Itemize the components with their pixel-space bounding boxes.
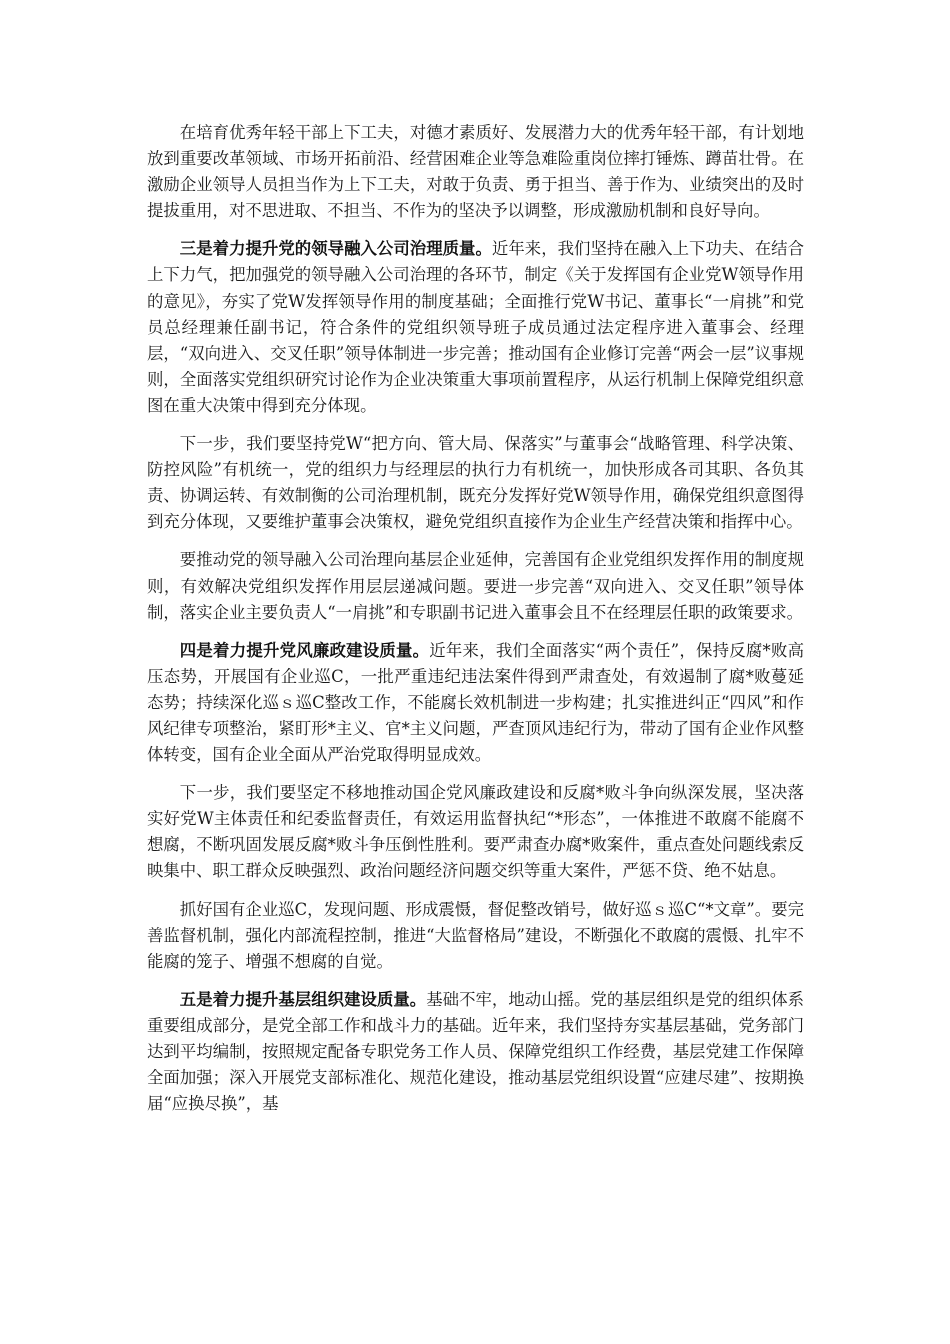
paragraph-5-heading: 四是着力提升党风廉政建设质量。 xyxy=(179,640,430,660)
paragraph-8-heading: 五是着力提升基层组织建设质量。 xyxy=(179,989,427,1009)
paragraph-3 xyxy=(147,431,804,535)
paragraph-2-text: 近年来，我们坚持在融入上下功夫、在结合上下力气，把加强党的领导融入公司治理的各环节，制定《关于发挥国有企业党W领导作用的意见》，夯实了党W发挥领导作用的制度基础；全面推行党W书记、董事长“一肩挑”和党员总经理兼任副书记，符合条件的党组织领导班子成员通过法定程序进入董事会、经理层，“双向进入、交叉任职”领导体制进一步完善；推动国有企业修订完善“两会一层”议事规则，全面落实党组织研究讨论作为企业决策重大事项前置程序，从运行机制上保障党组织意图在重大决策中得到充分体现。 xyxy=(147,239,805,415)
paragraph-2-heading: 三是着力提升党的领导融入公司治理质量。 xyxy=(179,239,492,259)
paragraph-1 xyxy=(147,120,804,224)
paragraph-8-text: 基础不牢，地动山摇。党的基层组织是党的组织体系重要组成部分，是党全部工作和战斗力的基础。近年来，我们坚持夯实基层基础，党务部门达到平均编制，按照规定配备专职党务工作人员、保障党组织工作经费，基层党建工作保障全面加强；深入开展党支部标准化、规范化建设，推动基层党组织设置“应建尽建”、按期换届“应换尽换”，基 xyxy=(147,989,805,1114)
paragraph-7-text: 抓好国有企业巡C，发现问题、形成震慑，督促整改销号，做好巡ｓ巡C“*文章”。要完善监督机制，强化内部流程控制，推进“大监督格局”建设，不断强化不敢腐的震慑、扎牢不能腐的笼子、增强不想腐的自觉。 xyxy=(147,899,804,971)
paragraph-6 xyxy=(147,780,804,884)
paragraph-5 xyxy=(147,638,804,768)
paragraph-6-text: 下一步，我们要坚定不移地推动国企党风廉政建设和反腐*败斗争向纵深发展，坚决落实好党W主体责任和纪委监督责任，有效运用监督执纪“*形态”，一体推进不敢腐不能腐不想腐，不断巩固发展反腐*败斗争压倒性胜利。要严肃查办腐*败案件，重点查处问题线索反映集中、职工群众反映强烈、政治问题经济问题交织等重大案件，严惩不贷、绝不姑息。 xyxy=(147,783,804,881)
paragraph-5-text: 近年来，我们全面落实“两个责任”，保持反腐*败高压态势，开展国有企业巡C，一批严重违纪违法案件得到严肃查处，有效遏制了腐*败蔓延态势；持续深化巡ｓ巡C整改工作，不能腐长效机制进一步构建；扎实推进纠正“四风”和作风纪律专项整治，紧盯形*主义、官*主义问题，严查顶风违纪行为，带动了国有企业作风整体转变，国有企业全面从严治党取得明显成效。 xyxy=(147,640,805,765)
paragraph-1-text: 在培育优秀年轻干部上下工夫，对德才素质好、发展潜力大的优秀年轻干部，有计划地放到重要改革领域、市场开拓前沿、经营困难企业等急难险重岗位摔打锤炼、蹲苗壮骨。在激励企业领导人员担当作为上下工夫，对敢于负责、勇于担当、善于作为、业绩突出的及时提拔重用，对不思进取、不担当、不作为的坚决予以调整，形成激励机制和良好导向。 xyxy=(147,123,804,221)
paragraph-4-text: 要推动党的领导融入公司治理向基层企业延伸，完善国有企业党组织发挥作用的制度规则，有效解决党组织发挥作用层层递减问题。要进一步完善“双向进入、交叉任职”领导体制，落实企业主要负责人“一肩挑”和专职副书记进入董事会且不在经理层任职的政策要求。 xyxy=(147,550,804,622)
paragraph-8 xyxy=(147,987,804,1117)
paragraph-4 xyxy=(147,547,804,625)
paragraph-7 xyxy=(147,897,804,975)
paragraph-2 xyxy=(147,236,804,419)
paragraph-3-text: 下一步，我们要坚持党W“把方向、管大局、保落实”与董事会“战略管理、科学决策、防控风险”有机统一，党的组织力与经理层的执行力有机统一，加快形成各司其职、各负其责、协调运转、有效制衡的公司治理机制，既充分发挥好党W领导作用，确保党组织意图得到充分体现，又要维护董事会决策权，避免党组织直接作为企业生产经营决策和指挥中心。 xyxy=(147,434,804,532)
document-body xyxy=(147,120,804,1129)
